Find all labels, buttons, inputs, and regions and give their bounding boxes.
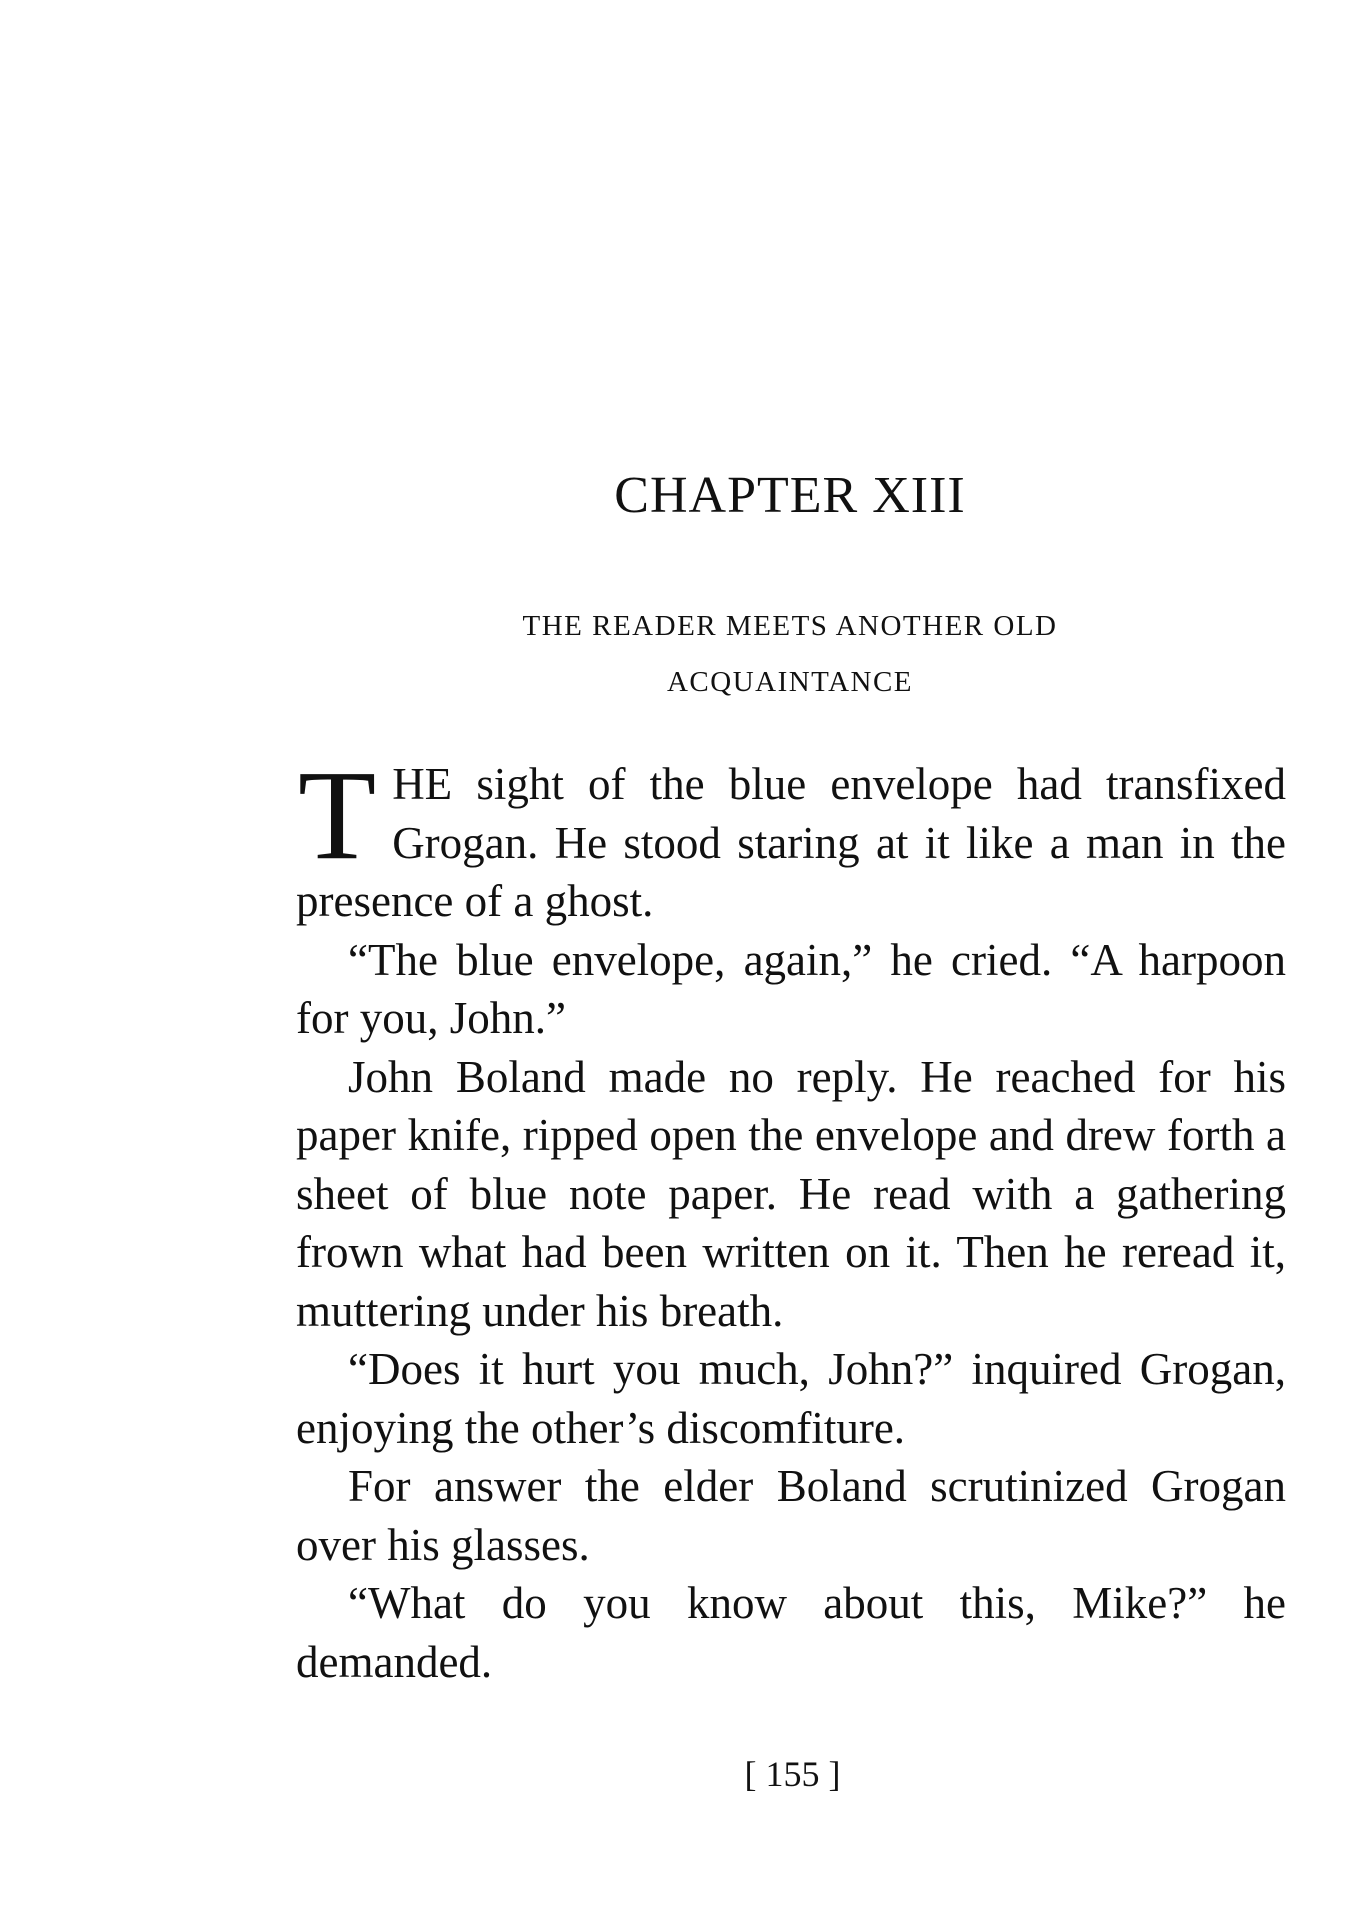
- drop-cap: T: [298, 744, 377, 886]
- page-number: [ 155 ]: [744, 1754, 841, 1794]
- paragraph-3: John Boland made no reply. He reached for his paper knife, ripped open the envelope and drew forth a sheet of blue note paper. He read with a gathering frown what had been written on it. Then he reread it, muttering under his breath.: [296, 1051, 1286, 1336]
- paragraph-6: “What do you know about this, Mike?” he demanded.: [296, 1578, 1286, 1687]
- chapter-subtitle: [400, 598, 1180, 710]
- chapter-subtitle-line-2: ACQUAINTANCE: [666, 666, 914, 698]
- paragraph-4: “Does it hurt you much, John?” inquired Grogan, enjoying the other’s discomfiture.: [296, 1344, 1286, 1453]
- paragraph-1-text: HE sight of the blue envelope had transfixed Grogan. He stood staring at it like a man in the presence of a ghost.: [296, 759, 1286, 926]
- paragraph-5: For answer the elder Boland scrutinized Grogan over his glasses.: [296, 1461, 1286, 1570]
- paragraph-2: “The blue envelope, again,” he cried. “A harpoon for you, John.”: [296, 934, 1286, 1043]
- chapter-subtitle-line-1: THE READER MEETS ANOTHER OLD: [522, 610, 1058, 642]
- chapter-title: CHAPTER XIII: [614, 467, 966, 524]
- paragraph-1: [296, 744, 1286, 931]
- body-text: [296, 744, 1286, 1691]
